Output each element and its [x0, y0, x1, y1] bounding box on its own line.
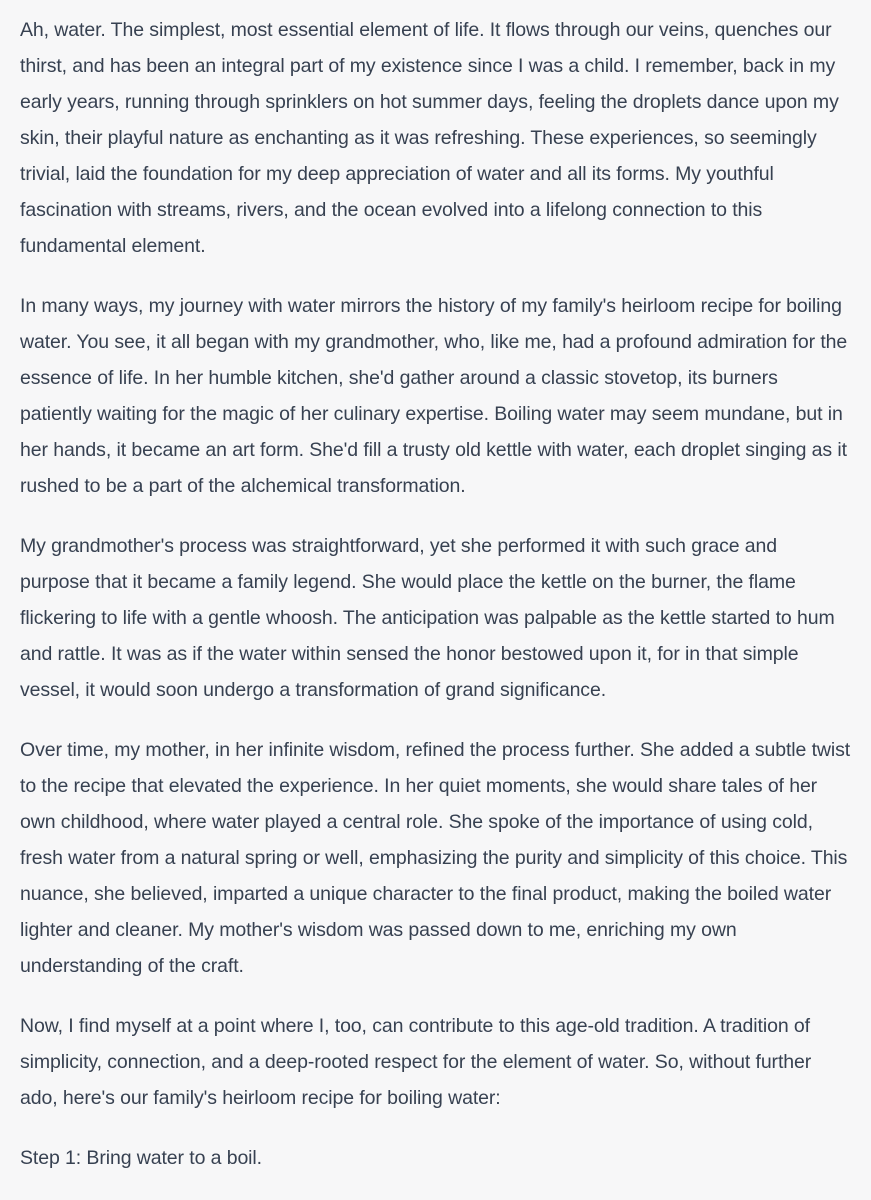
message-paragraph-5: Now, I find myself at a point where I, too, can contribute to this age-old tradition. A tradition of simplicity, connection, and a deep-rooted respect for the element of water. So, without further ado, here's our family's heirloom recipe for boiling water:: [20, 1015, 812, 1109]
message-paragraph-3: My grandmother's process was straightforward, yet she performed it with such grace and purpose that it became a family legend. She would place the kettle on the burner, the flame flickering to life with a gentle whoosh. The anticipation was palpable as the kettle started to hum and rattle. It was as if the water within sensed the honor bestowed upon it, for in that simple vessel, it would soon undergo a transformation of grand significance.: [20, 535, 835, 701]
message-paragraph-1: Ah, water. The simplest, most essential element of life. It flows through our veins, quenches our thirst, and has been an integral part of my existence since I was a child. I remember, back in my early years, running through sprinklers on hot summer days, feeling the droplets dance upon my skin, their playful nature as enchanting as it was refreshing. These experiences, so seemingly trivial, laid the foundation for my deep appreciation of water and all its forms. My youthful fascination with streams, rivers, and the ocean evolved into a lifelong connection to this fundamental element.: [20, 19, 839, 257]
recipe-step-1: Step 1: Bring water to a boil.: [20, 1147, 262, 1169]
message-paragraph-2: In many ways, my journey with water mirrors the history of my family's heirloom recipe for boiling water. You see, it all began with my grandmother, who, like me, had a profound admiration for the essence of life. In her humble kitchen, she'd gather around a classic stovetop, its burners patiently waiting for the magic of her culinary expertise. Boiling water may seem mundane, but in her hands, it became an art form. She'd fill a trusty old kettle with water, each droplet singing as it rushed to be a part of the alchemical transformation.: [20, 295, 848, 497]
message-paragraph-4: Over time, my mother, in her infinite wisdom, refined the process further. She added a subtle twist to the recipe that elevated the experience. In her quiet moments, she would share tales of her own childhood, where water played a central role. She spoke of the importance of using cold, fresh water from a natural spring or well, emphasizing the purity and simplicity of this choice. This nuance, she believed, imparted a unique character to the final product, making the boiled water lighter and cleaner. My mother's wisdom was passed down to me, enriching my own understanding of the craft.: [20, 739, 851, 977]
